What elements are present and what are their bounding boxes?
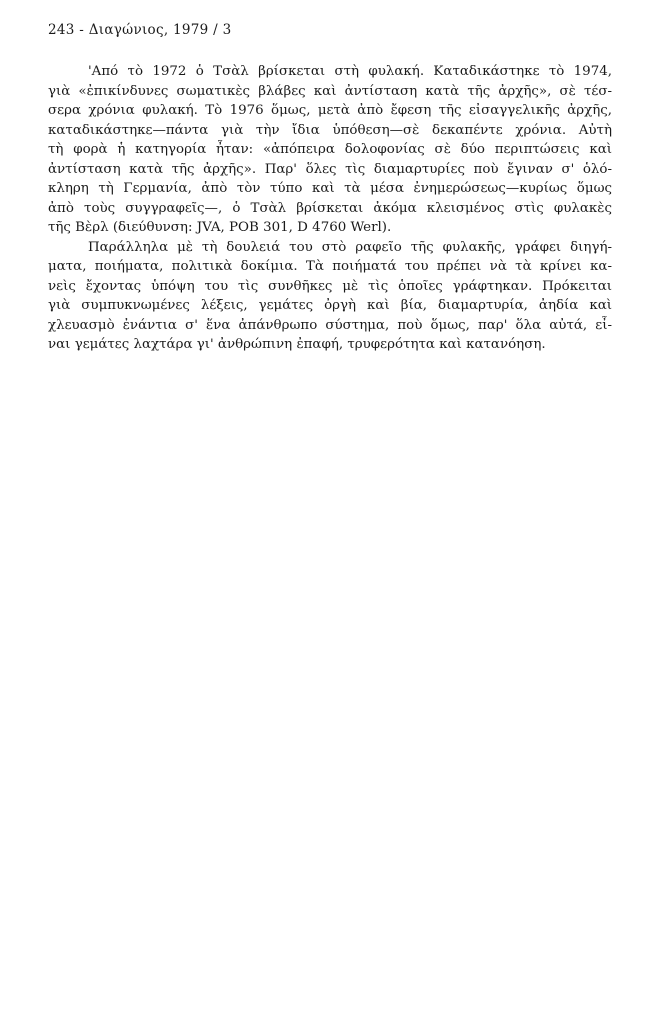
text-line: νεὶς ἔχοντας ὑπόψη του τὶς συνθῆκες μὲ τὶς ὁποῖες γράφτηκαν. Πρόκειται xyxy=(48,278,612,294)
paragraph-2 xyxy=(48,238,612,355)
article-body xyxy=(48,62,612,355)
text-line: ναι γεμάτες λαχτάρα γι' ἀνθρώπινη ἐπαφή, τρυφερότητα καὶ κατανόηση. xyxy=(48,337,546,352)
text-line: γιὰ «ἐπικίνδυνες σωματικὲς βλάβες καὶ ἀντίσταση κατὰ τῆς ἀρχῆς», σὲ τέσ- xyxy=(48,83,612,99)
text-line: ἀπὸ τοὺς συγγραφεῖς—, ὁ Τσὰλ βρίσκεται ἀκόμα κλεισμένος στὶς φυλακὲς xyxy=(48,200,612,216)
text-line: Παράλληλα μὲ τὴ δουλειά του στὸ ραφεῖο τῆς φυλακῆς, γράφει διηγή- xyxy=(88,239,612,255)
text-line: καταδικάστηκε—πάντα γιὰ τὴν ἴδια ὑπόθεση—σὲ δεκαπέντε χρόνια. Αὐτὴ xyxy=(48,122,612,138)
text-line: κληρη τὴ Γερμανία, ἀπὸ τὸν τύπο καὶ τὰ μέσα ἐνημερώσεως—κυρίως ὅμως xyxy=(48,181,612,196)
running-head: 243 - Διαγώνιος, 1979 / 3 xyxy=(48,22,232,38)
text-line: γιὰ συμπυκνωμένες λέξεις, γεμάτες ὀργὴ καὶ βία, διαμαρτυρία, ἀηδία καὶ xyxy=(48,298,612,313)
text-line: 'Από τὸ 1972 ὁ Τσὰλ βρίσκεται στὴ φυλακή. Καταδικάστηκε τὸ 1974, xyxy=(88,64,612,79)
text-line: τῆς Βὲρλ (διεύθυνση: JVA, POB 301, D 4760 Werl). xyxy=(48,220,392,235)
text-line: χλευασμὸ ἐνάντια σ' ἕνα ἀπάνθρωπο σύστημα, ποὺ ὅμως, παρ' ὅλα αὐτά, εἶ- xyxy=(48,317,612,333)
text-line: ματα, ποιήματα, πολιτικὰ δοκίμια. Τὰ ποιήματά του πρέπει νὰ τὰ κρίνει κα- xyxy=(48,259,612,274)
paragraph-1 xyxy=(48,62,612,238)
text-line: σερα χρόνια φυλακή. Τὸ 1976 ὅμως, μετὰ ἀπὸ ἔφεση τῆς εἰσαγγελικῆς ἀρχῆς, xyxy=(48,103,612,118)
text-line: τὴ φορὰ ἡ κατηγορία ἦταν: «ἀπόπειρα δολοφονίας σὲ δύο περιπτώσεις καὶ xyxy=(48,142,612,157)
text-line: ἀντίσταση κατὰ τῆς ἀρχῆς». Παρ' ὅλες τὶς διαμαρτυρίες ποὺ ἔγιναν σ' ὁλό- xyxy=(48,161,612,177)
